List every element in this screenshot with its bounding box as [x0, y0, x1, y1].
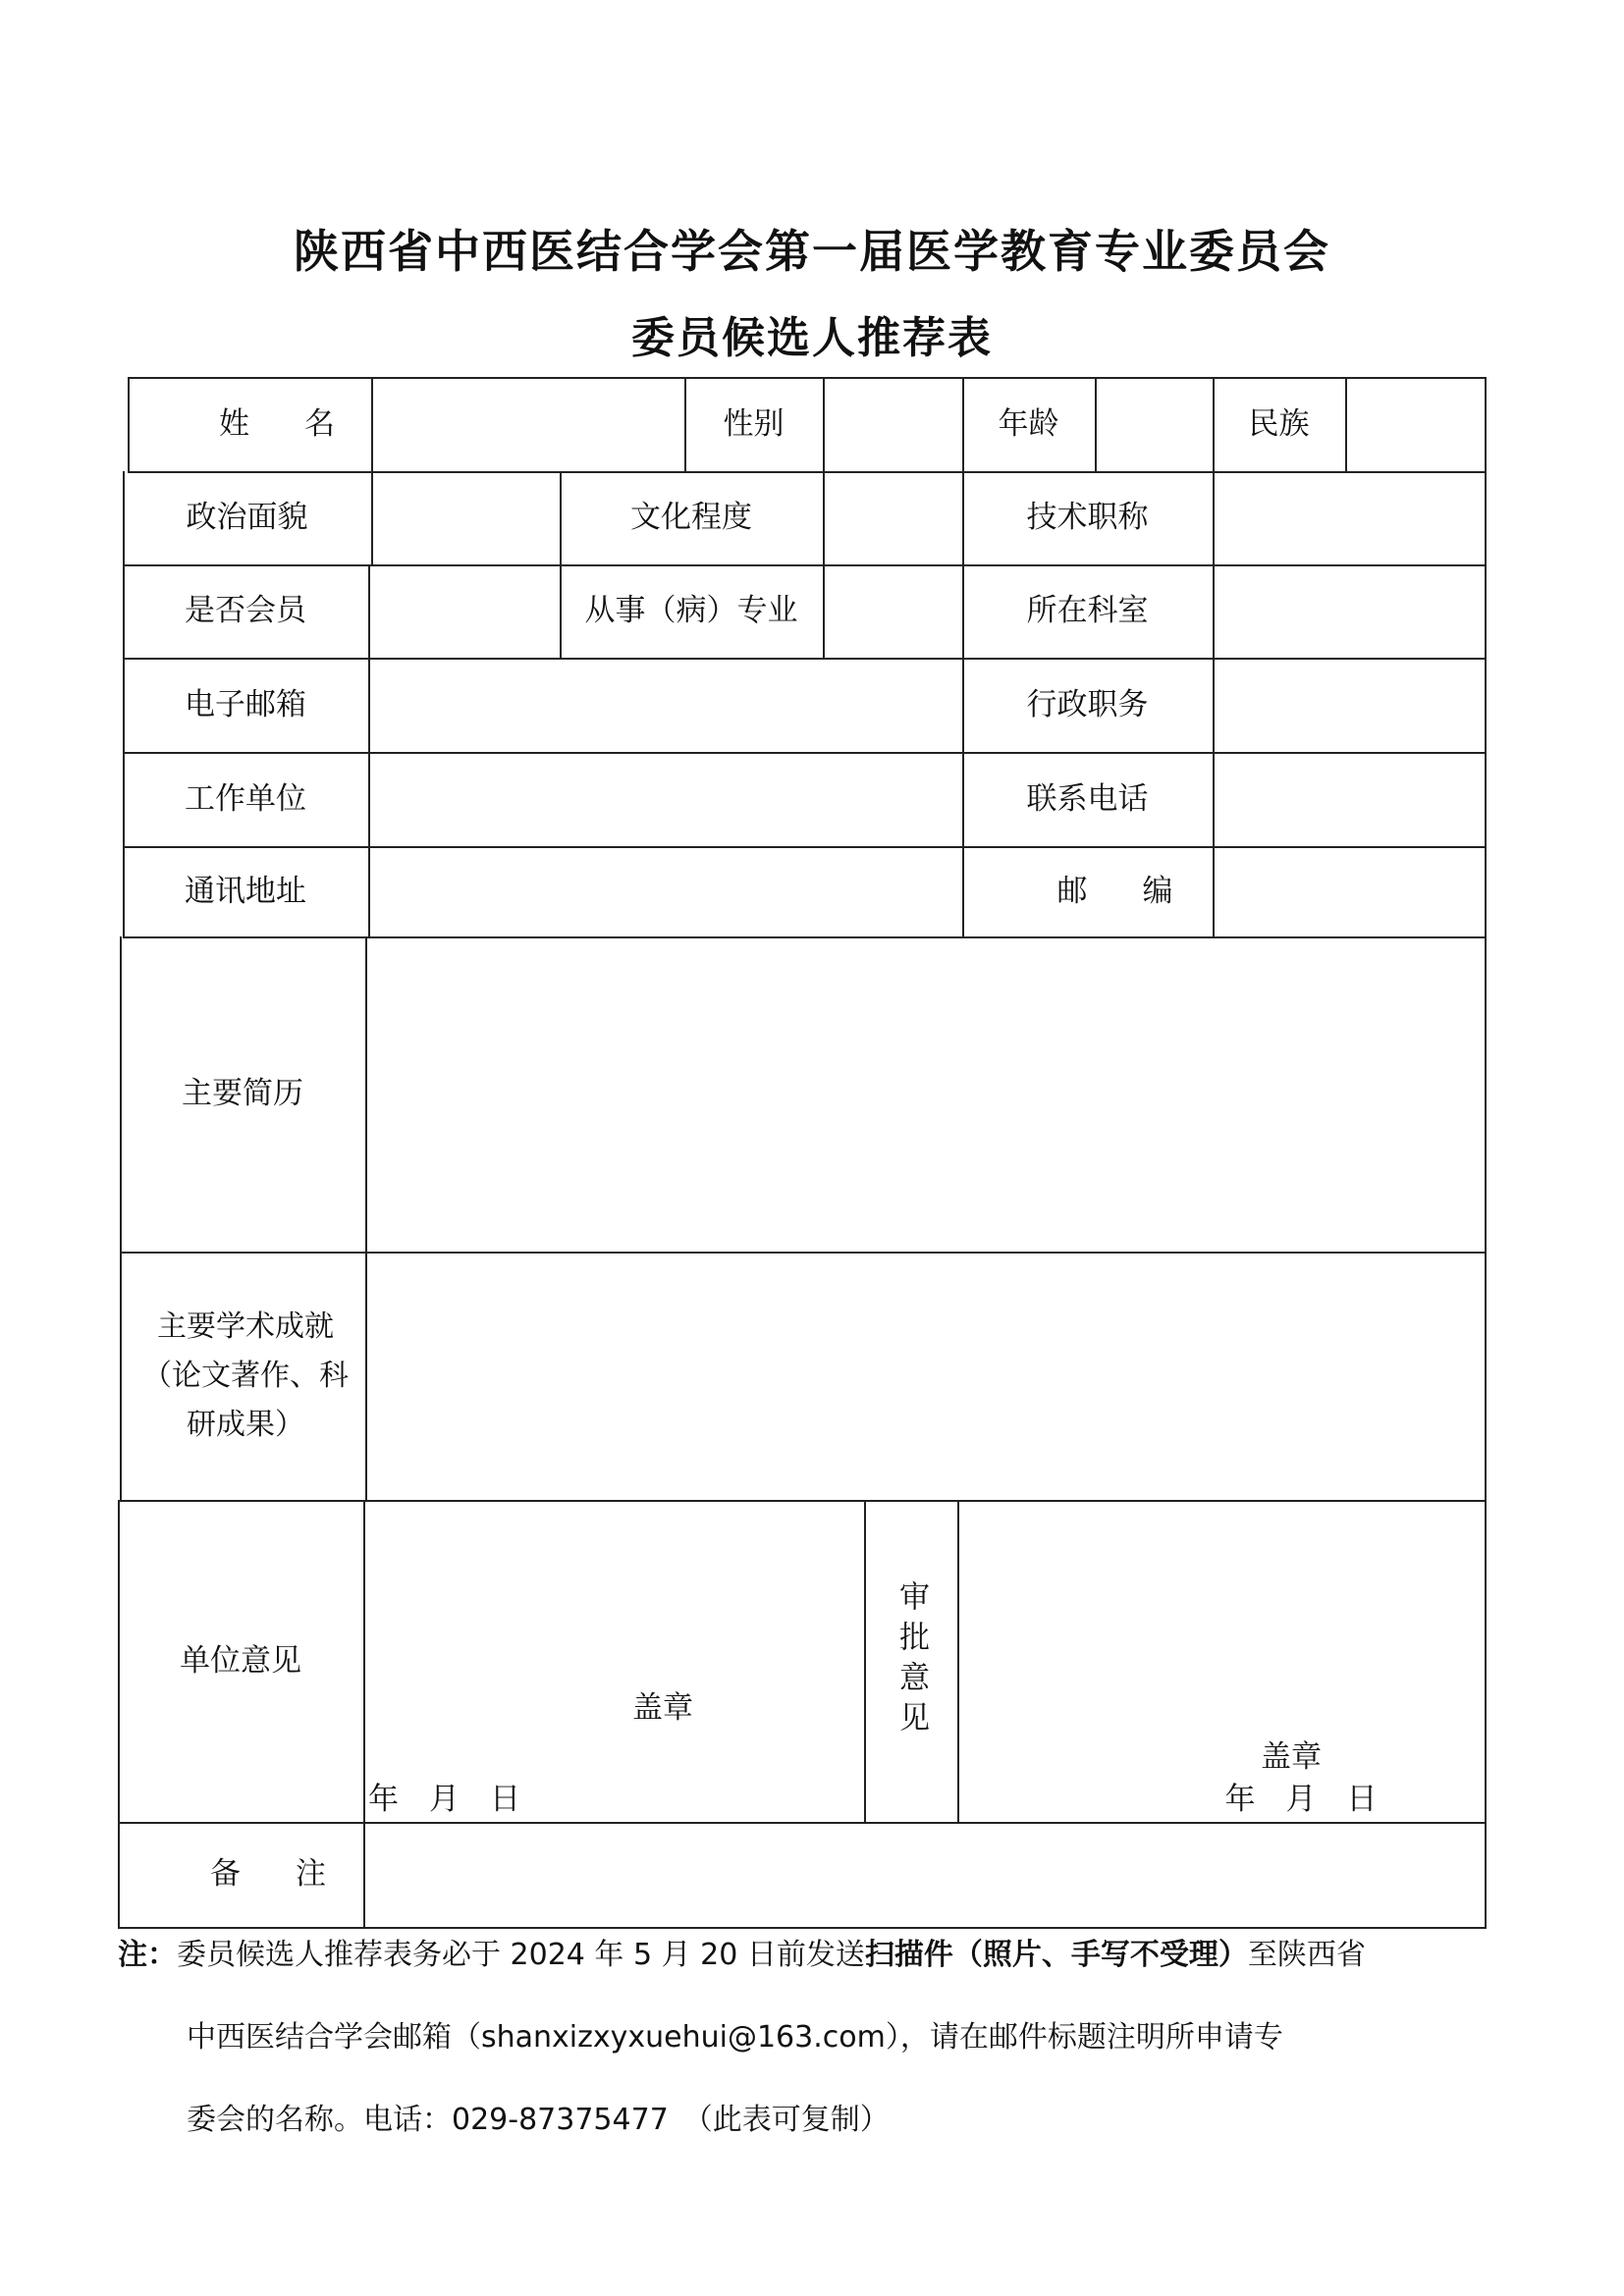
ethnicity-field[interactable]: [1347, 379, 1485, 471]
form-title: 陕西省中西医结合学会第一届医学教育专业委员会: [294, 225, 1330, 278]
education-field[interactable]: [825, 473, 962, 564]
age-field[interactable]: [1097, 379, 1213, 471]
name-label: 姓名: [219, 405, 390, 442]
approval-stamp-text: 盖章: [1261, 1738, 1322, 1775]
specialty-label: 从事（病）专业: [584, 593, 798, 629]
department-label: 所在科室: [1026, 593, 1149, 629]
footnote-bold: 扫描件（照片、手写不受理）: [864, 1938, 1248, 1972]
phone-label: 联系电话: [1026, 780, 1149, 817]
table-border-right: [1485, 377, 1487, 1929]
member-field[interactable]: [373, 566, 560, 658]
footnote-prefix: 注：: [118, 1938, 177, 1972]
footnote-text1: 委员候选人推荐表务必于 2024 年 5 月 20 日前发送: [177, 1938, 865, 1972]
footnote: [118, 1914, 1492, 2162]
remarks-field[interactable]: [365, 1824, 1485, 1927]
postcode-label: 邮编: [1056, 873, 1228, 909]
work-unit-label: 工作单位: [185, 780, 306, 817]
member-label: 是否会员: [185, 593, 306, 629]
resume-label: 主要简历: [182, 1076, 303, 1112]
approval-date-text: 年 月 日: [1224, 1781, 1378, 1817]
name-field[interactable]: [373, 379, 684, 471]
footnote-text2: 至陕西省: [1247, 1938, 1366, 1972]
email-label: 电子邮箱: [185, 686, 306, 722]
email-field[interactable]: [370, 660, 962, 752]
remarks-label: 备注: [210, 1856, 381, 1893]
footnote-line1: [118, 1914, 1492, 1997]
age-label: 年龄: [998, 405, 1059, 442]
approval-label: [864, 1500, 957, 1822]
department-field[interactable]: [1215, 566, 1485, 658]
admin-post-label: 行政职务: [1026, 686, 1149, 722]
tech-title-label: 技术职称: [1026, 500, 1149, 536]
resume-field[interactable]: [367, 938, 1485, 1252]
gender-field[interactable]: [825, 379, 962, 471]
address-label: 通讯地址: [185, 873, 306, 909]
address-field[interactable]: [370, 848, 962, 936]
work-unit-field[interactable]: [370, 754, 962, 846]
admin-post-field[interactable]: [1215, 660, 1485, 752]
achievements-label: 主要学术成就（论文著作、科研成果）: [142, 1308, 349, 1442]
political-label: 政治面貌: [186, 500, 308, 536]
ethnicity-label: 民族: [1248, 405, 1310, 442]
achievements-field[interactable]: [367, 1254, 1485, 1500]
footnote-line2: 中西医结合学会邮箱（shanxizxyxuehui@163.com），请在邮件标题注明所申请专: [187, 2020, 1283, 2055]
unit-opinion-label: 单位意见: [180, 1642, 301, 1679]
approval-label-text: 审批意见: [893, 1580, 929, 1741]
tech-title-field[interactable]: [1215, 473, 1485, 564]
political-field[interactable]: [373, 473, 560, 564]
education-label: 文化程度: [630, 500, 752, 536]
phone-field[interactable]: [1215, 754, 1485, 846]
gender-label: 性别: [723, 405, 785, 442]
unit-stamp-text: 盖章: [632, 1689, 693, 1726]
postcode-field[interactable]: [1215, 848, 1485, 936]
footnote-line3: 委会的名称。电话：029-87375477 （此表可复制）: [187, 2103, 890, 2137]
specialty-field[interactable]: [825, 566, 962, 658]
form-subtitle: 委员候选人推荐表: [631, 313, 993, 363]
unit-date-text: 年 月 日: [368, 1781, 520, 1817]
